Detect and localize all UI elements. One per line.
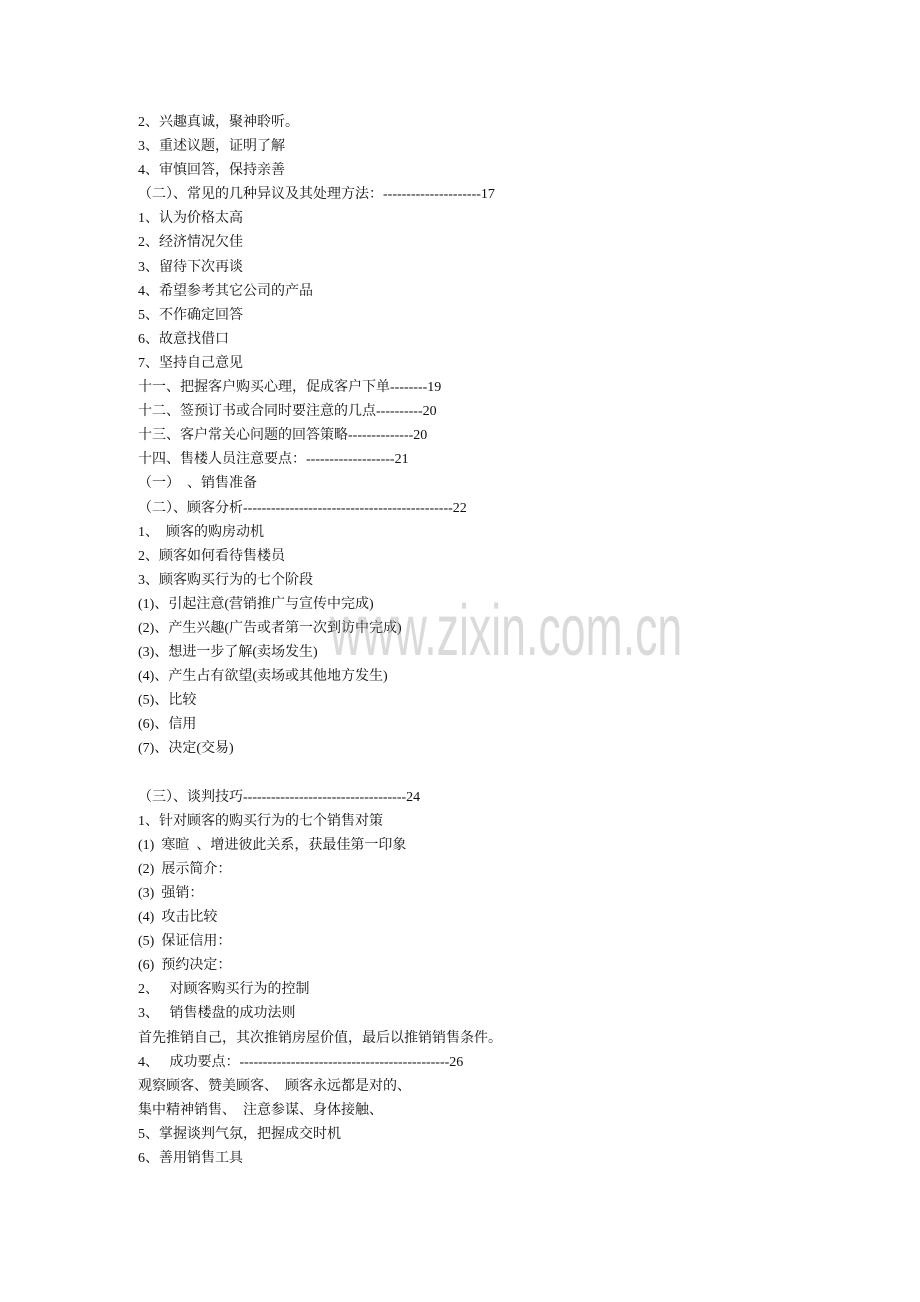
toc-entry: （三）、谈判技巧-----------------------------------24 — [138, 789, 421, 805]
text-line: (1)、引起注意(营销推广与宣传中完成) — [138, 596, 374, 612]
text-line: (6)、信用 — [138, 717, 197, 733]
toc-entry: 十一、把握客户购买心理，促成客户下单--------19 — [138, 380, 442, 396]
text-line: (7)、决定(交易) — [138, 741, 234, 757]
toc-entry: （二）、顾客分析---------------------------------------------22 — [138, 500, 467, 516]
document-body — [138, 111, 838, 1171]
text-line: 2、顾客如何看待售楼员 — [138, 548, 285, 564]
text-line: (4) 攻击比较 — [138, 910, 218, 926]
text-line: (3) 强销： — [138, 886, 204, 901]
text-line: 2、经济情况欠佳 — [138, 235, 243, 251]
toc-entry: 4、 成功要点：---------------------------------------------26 — [138, 1054, 464, 1070]
text-line: (2) 展示简介： — [138, 861, 232, 877]
section-heading: （一） 、销售准备 — [138, 476, 257, 492]
text-line: (1) 寒暄 、增进彼此关系，获最佳第一印象 — [138, 837, 407, 853]
watermark: www.zixin.com.cn — [330, 591, 683, 671]
text-line: (4)、产生占有欲望(卖场或其他地方发生) — [138, 669, 388, 685]
text-line: (5) 保证信用： — [138, 934, 232, 950]
text-line: 首先推销自己，其次推销房屋价值，最后以推销销售条件。 — [138, 1030, 502, 1046]
toc-entry: （二）、常见的几种异议及其处理方法：---------------------17 — [138, 187, 495, 203]
text-line: 6、故意找借口 — [138, 331, 229, 347]
text-line: (5)、比较 — [138, 693, 197, 709]
text-line: 集中精神销售、 注意参谋、身体接触、 — [138, 1102, 383, 1118]
text-line: 1、认为价格太高 — [138, 211, 243, 227]
text-line: 1、 顾客的购房动机 — [138, 524, 264, 540]
text-line: 5、不作确定回答 — [138, 307, 243, 323]
text-line: (3)、想进一步了解(卖场发生) — [138, 645, 318, 661]
toc-entry: 十三、客户常关心问题的回答策略--------------20 — [138, 428, 428, 444]
toc-entry: 十二、签预订书或合同时要注意的几点----------20 — [138, 404, 437, 420]
text-line: 4、审慎回答，保持亲善 — [138, 163, 285, 179]
text-line: 3、顾客购买行为的七个阶段 — [138, 572, 313, 588]
toc-entry: 十四、售楼人员注意要点：-------------------21 — [138, 452, 409, 468]
text-line: 观察顾客、赞美顾客、 顾客永远都是对的、 — [138, 1078, 411, 1094]
text-line: 4、希望参考其它公司的产品 — [138, 283, 313, 299]
text-line: (6) 预约决定： — [138, 958, 232, 974]
text-line: 2、兴趣真诚，聚神聆听。 — [138, 115, 299, 130]
text-line: (2)、产生兴趣(广告或者第一次到访中完成) — [138, 620, 402, 636]
text-line: 6、善用销售工具 — [138, 1151, 243, 1167]
text-line: 1、针对顾客的购买行为的七个销售对策 — [138, 813, 383, 829]
text-line: 3、重述议题，证明了解 — [138, 139, 285, 155]
text-line: 5、掌握谈判气氛，把握成交时机 — [138, 1126, 341, 1142]
text-line: 7、坚持自己意见 — [138, 355, 243, 371]
text-line: 2、 对顾客购买行为的控制 — [138, 982, 310, 998]
text-line: 3、留待下次再谈 — [138, 259, 243, 275]
text-line: 3、 销售楼盘的成功法则 — [138, 1006, 296, 1022]
